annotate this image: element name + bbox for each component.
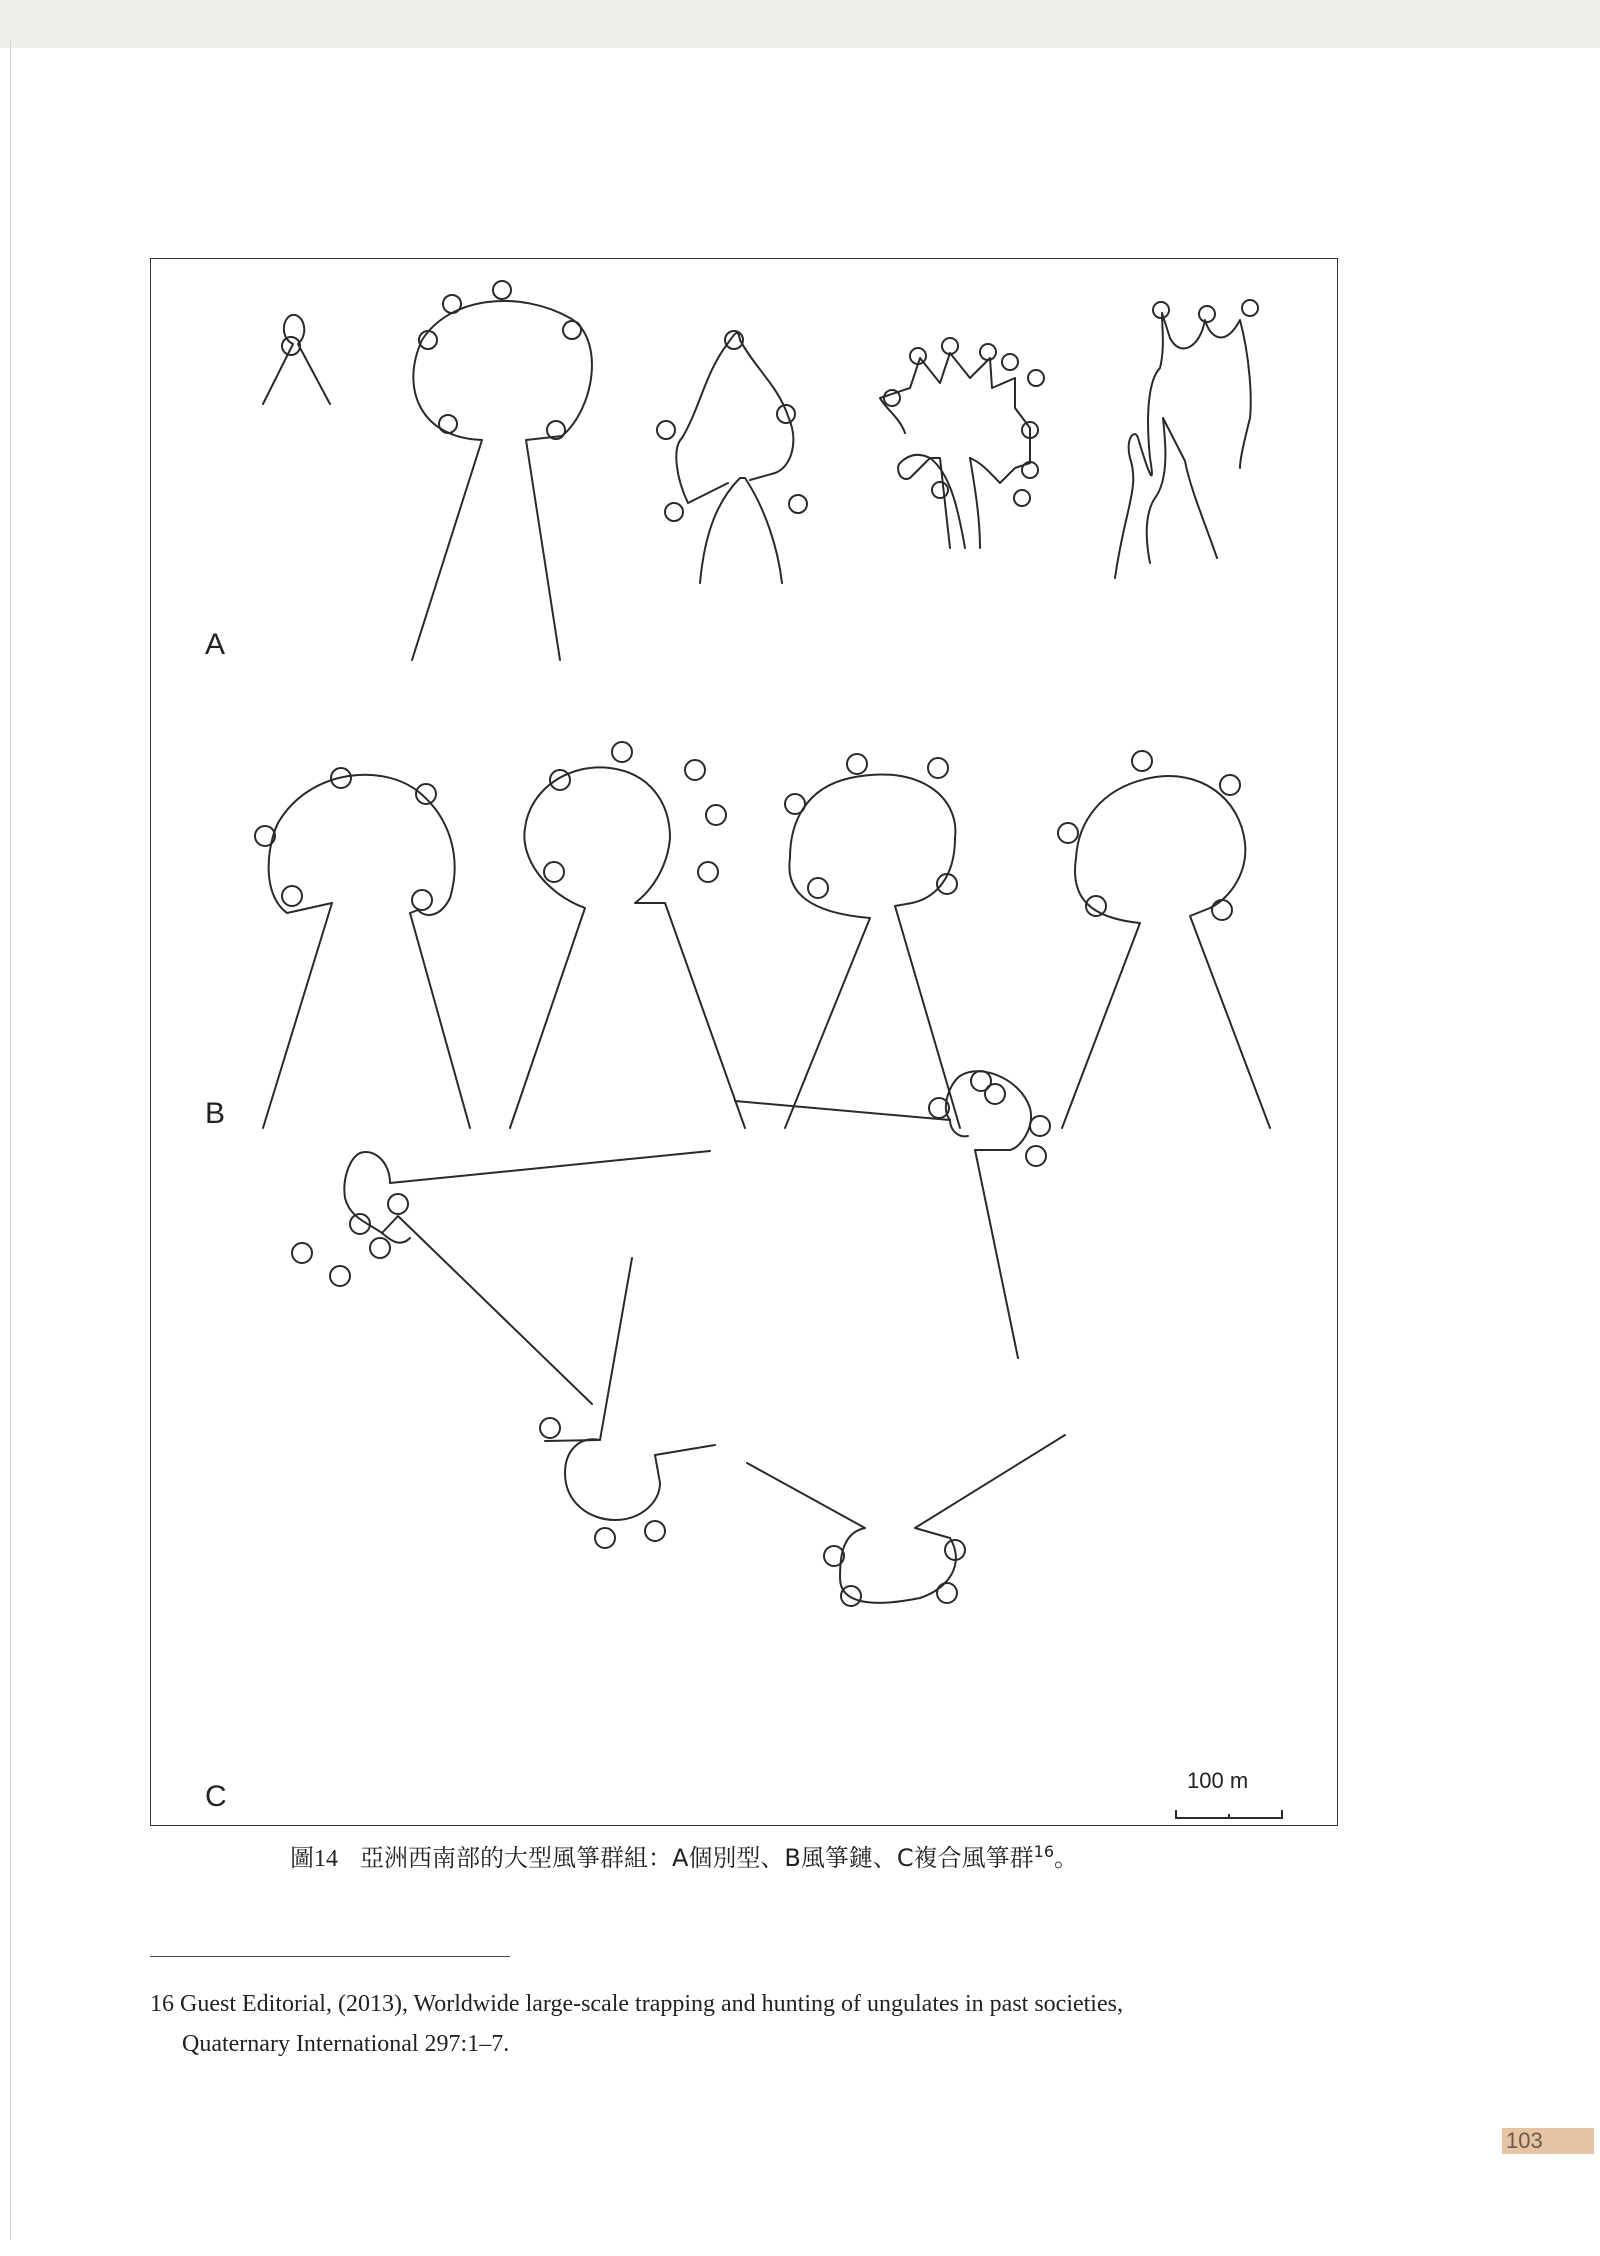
figure-caption-text: 亞洲西南部的大型風箏群組：A個別型、B風箏鏈、C複合風箏群 [360,1844,1034,1872]
page-number: 103 [1502,2128,1594,2154]
figure-caption [290,1838,1078,1873]
figure-number: 圖14 [290,1846,338,1872]
footnote-line-1: 16 Guest Editorial, (2013), Worldwide large-scale trapping and hunting of ungulates in past societies, [150,1991,1123,2017]
panel-label-a: A [205,628,226,661]
panel-label-c: C [205,1780,227,1813]
footnote-line-2: Quaternary International 297:1–7. [182,2031,510,2057]
caption-end: 。 [1054,1844,1078,1872]
page-top-band [0,0,1600,48]
scale-bar-graphic [150,258,1338,1826]
scale-bar-label: 100 m [1187,1768,1249,1793]
panel-label-b: B [205,1097,226,1130]
footnote-divider [150,1956,510,1957]
page-edge-line [10,40,11,2240]
footnote-ref[interactable]: 16 [1033,1842,1054,1861]
footnote [150,1984,1340,2064]
